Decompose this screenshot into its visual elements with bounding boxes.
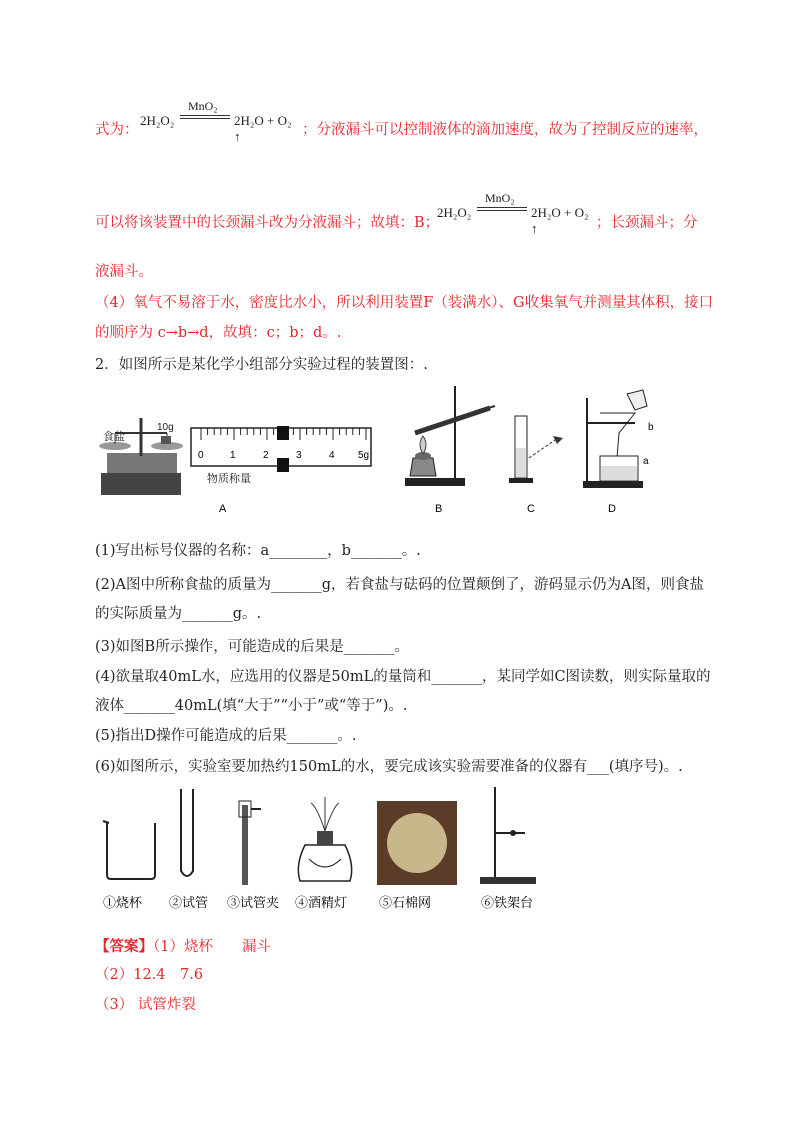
question-line-3: 的实际质量为_______g。. bbox=[95, 606, 262, 622]
svg-text:C: C bbox=[527, 503, 535, 515]
svg-text:①烧杯: ①烧杯 bbox=[103, 895, 143, 910]
question-line-2: (2)A图中所称食盐的质量为_______g，若食盐与砝码的位置颠倒了，游码显示仍为A图，则食盐 bbox=[95, 577, 705, 593]
svg-text:2: 2 bbox=[263, 450, 269, 461]
answer-line-2-suffix: ；长颈漏斗；分 bbox=[596, 215, 698, 231]
svg-text:②试管: ②试管 bbox=[169, 895, 209, 910]
svg-text:③试管夹: ③试管夹 bbox=[227, 895, 280, 910]
test-tube-holder-illustration bbox=[239, 801, 261, 885]
answer-1: 【答案】（1）烧杯 漏斗 bbox=[95, 938, 271, 955]
question-line-6: 液体_______40mL(填“大于”“小于”或“等于”)。. bbox=[95, 698, 408, 714]
answer-line-2: 可以将该装置中的长颈漏斗改为分液漏斗；故填：B； bbox=[95, 215, 440, 231]
answer-line-1: 式为： bbox=[95, 122, 139, 138]
question-line-8: (6)如图所示，实验室要加热约150mL的水，要完成该实验需要准备的仪器有___(填序号)。. bbox=[95, 759, 683, 775]
rider-ruler bbox=[191, 426, 371, 485]
svg-text:b: b bbox=[648, 422, 654, 433]
equation-1: 2H₂O₂ MnO₂ 2H₂O + O₂ ↑ bbox=[140, 99, 292, 144]
filtration-setup-d bbox=[583, 390, 654, 488]
svg-text:B: B bbox=[435, 503, 443, 515]
heating-setup-b bbox=[405, 386, 495, 486]
test-tube-illustration bbox=[181, 789, 193, 876]
svg-text:⑥铁架台: ⑥铁架台 bbox=[481, 895, 534, 910]
svg-text:4: 4 bbox=[329, 450, 335, 461]
answer-line-4: （4）氧气不易溶于水，密度比水小，所以利用装置F（装满水）、G收集氧气并测量其体积，接口 bbox=[95, 295, 714, 311]
balance-illustration bbox=[99, 418, 183, 495]
question-line-7: (5)指出D操作可能造成的后果_______。. bbox=[95, 728, 357, 744]
svg-text:物质称量: 物质称量 bbox=[207, 473, 251, 485]
svg-text:⑤石棉网: ⑤石棉网 bbox=[379, 895, 432, 910]
alcohol-lamp-illustration bbox=[298, 797, 351, 881]
question-2-title: 2．如图所示是某化学小组部分实验过程的装置图：. bbox=[95, 357, 428, 373]
answer-line-3: 液漏斗。 bbox=[95, 264, 153, 280]
svg-text:3: 3 bbox=[296, 450, 302, 461]
answer-2: （2）12.4 7.6 bbox=[95, 967, 204, 983]
svg-text:④酒精灯: ④酒精灯 bbox=[295, 895, 348, 910]
svg-text:5g: 5g bbox=[358, 450, 370, 461]
svg-text:0: 0 bbox=[198, 450, 204, 461]
svg-text:10g: 10g bbox=[157, 422, 174, 433]
asbestos-gauze-illustration bbox=[377, 801, 457, 885]
svg-text:D: D bbox=[608, 503, 616, 515]
answer-3: （3） 试管炸裂 bbox=[95, 997, 196, 1013]
svg-text:食盐: 食盐 bbox=[103, 431, 125, 443]
answer-line-1-suffix: ；分液漏斗可以控制液体的滴加速度，故为了控制反应的速率， bbox=[302, 122, 708, 138]
svg-text:a: a bbox=[643, 456, 649, 467]
question-line-4: (3)如图B所示操作，可能造成的后果是_______。 bbox=[95, 639, 409, 655]
question-line-1: (1)写出标号仪器的名称：a________，b_______。. bbox=[95, 543, 421, 559]
beaker-illustration bbox=[103, 821, 155, 879]
graduated-cylinder-c bbox=[509, 416, 563, 483]
iron-stand-illustration bbox=[480, 787, 536, 884]
question-line-5: (4)欲量取40mL水，应选用的仪器是50mL的量筒和_______，某同学如C图读数，则实际量取的 bbox=[95, 669, 711, 685]
apparatus-figure bbox=[95, 378, 665, 518]
svg-text:A: A bbox=[219, 503, 227, 515]
instruments-figure bbox=[95, 785, 565, 915]
equation-2: 2H₂O₂ MnO₂ 2H₂O + O₂ ↑ bbox=[437, 191, 589, 236]
svg-text:1: 1 bbox=[230, 450, 236, 461]
answer-line-5: 的顺序为 c→b→d，故填：c；b；d。. bbox=[95, 325, 342, 341]
